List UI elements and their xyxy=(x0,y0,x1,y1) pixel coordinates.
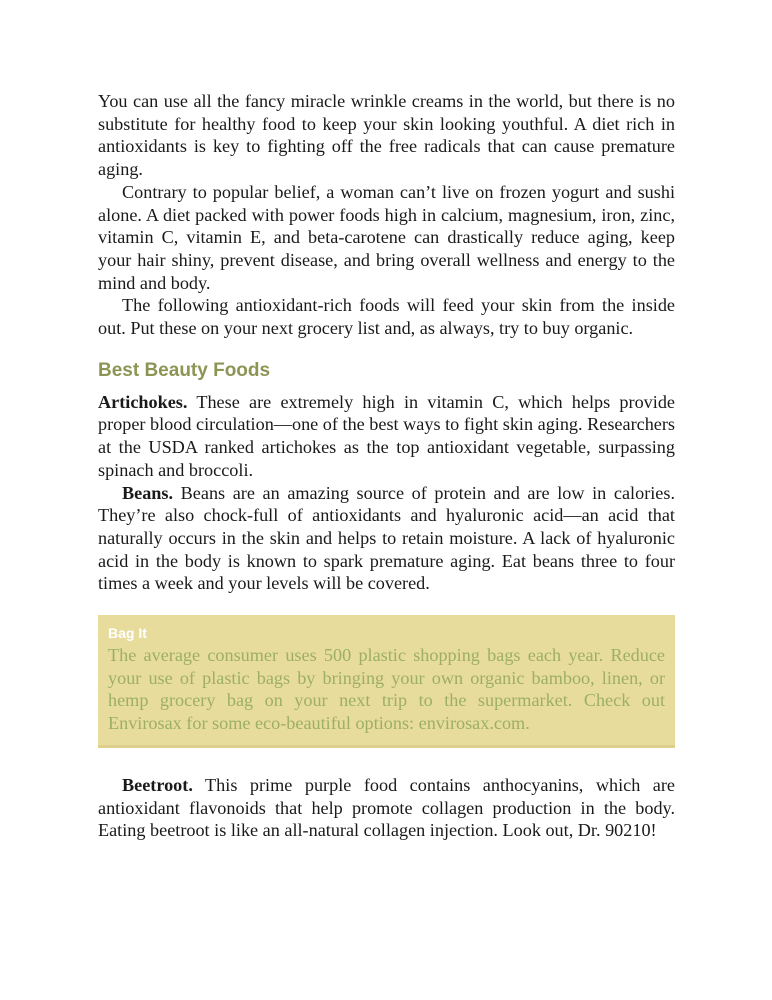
artichokes-paragraph xyxy=(98,391,675,482)
beans-lead: Beans. xyxy=(122,482,174,503)
sidebar-box xyxy=(98,615,675,748)
beans-paragraph xyxy=(98,482,675,596)
intro-paragraph-1: You can use all the fancy miracle wrinkle creams in the world, but there is no substitute for healthy food to keep your skin looking youthful. A diet rich in antioxidants is key to fighting off the free radicals that can cause premature aging. xyxy=(98,91,675,180)
beetroot-lead: Beetroot. xyxy=(122,774,193,795)
section-heading: Best Beauty Foods xyxy=(98,359,271,381)
beetroot-paragraph xyxy=(98,774,675,842)
beans-text: Beans are an amazing source of protein and are low in calories. They’re also chock-full of antioxidants and hyaluronic acid—an acid that naturally occurs in the skin and helps to retain moisture. A lack of hyaluronic acid in the body is known to spark premature aging. Eat beans three to four times a week and your levels will be covered. xyxy=(98,482,675,594)
sidebar-title: Bag It xyxy=(108,625,147,642)
intro-paragraph-2: Contrary to popular belief, a woman can’t live on frozen yogurt and sushi alone. A diet packed with power foods high in calcium, magnesium, iron, zinc, vitamin C, vitamin E, and beta-carotene can drastically reduce aging, keep your hair shiny, prevent disease, and bring overall wellness and energy to the mind and body. xyxy=(98,181,675,293)
intro-paragraph-3: The following antioxidant-rich foods will feed your skin from the inside out. Put these on your next grocery list and, as always, try to buy organic. xyxy=(98,295,675,339)
document-page xyxy=(98,90,675,842)
sidebar-text: The average consumer uses 500 plastic shopping bags each year. Reduce your use of plastic bags by bringing your own organic bamboo, linen, or hemp grocery bag on your next trip to the supermarket. Check out Envirosax for some eco-beautiful options: envirosax.com. xyxy=(108,645,665,734)
artichokes-text: These are extremely high in vitamin C, which helps provide proper blood circulation—one of the best ways to fight skin aging. Researchers at the USDA ranked artichokes as the top antioxidant vegetable, surpassing spinach and broccoli. xyxy=(98,391,675,480)
beetroot-text: This prime purple food contains anthocyanins, which are antioxidant flavonoids that help promote collagen production in the body. Eating beetroot is like an all-natural collagen injection. Look out, Dr. 90210! xyxy=(98,774,675,841)
artichokes-lead: Artichokes. xyxy=(98,391,188,412)
